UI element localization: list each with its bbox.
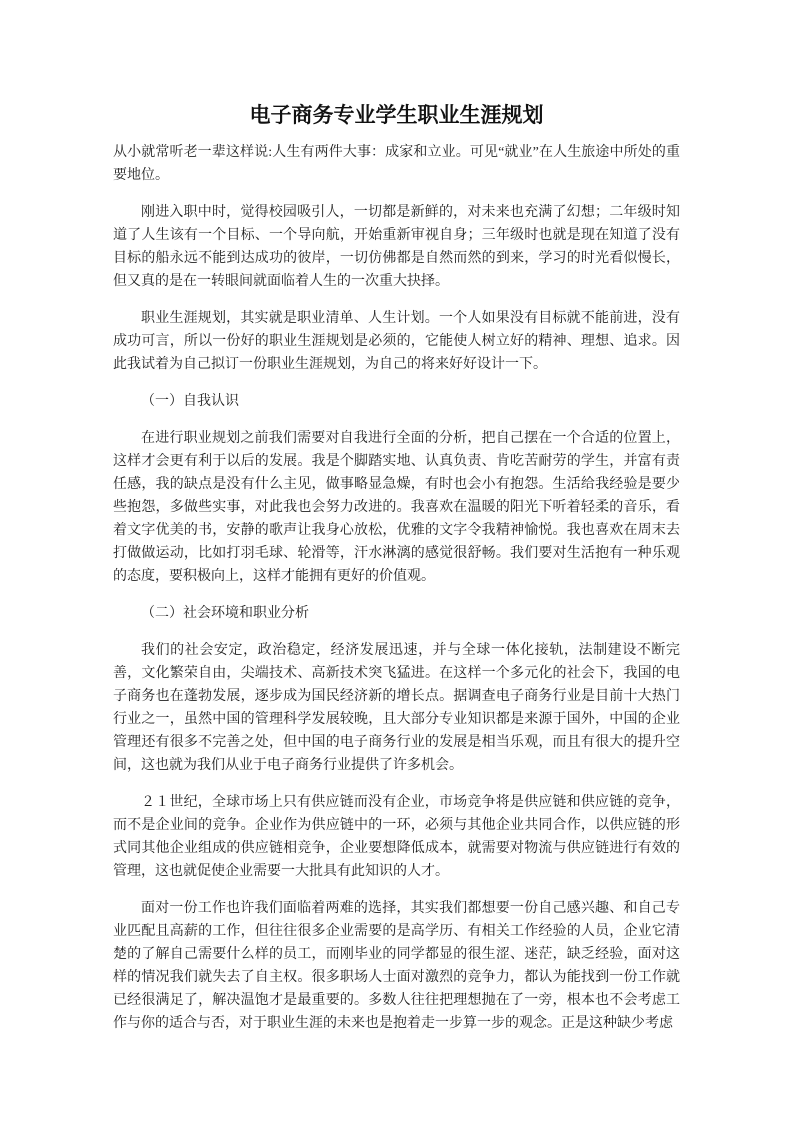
section-heading-self-awareness: （一）自我认识 (141, 394, 239, 409)
environment-paragraph-2: ２１世纪，全球市场上只有供应链而没有企业，市场竞争将是供应链和供应链的竞争，而不是企业间的竞争。企业作为供应链中的一环，必须与其他企业共同合作，以供应链的形式同其他企业组成的供应链相竞争，企业要想降低成本，就需要对物流与供应链进行有效的管理，这也就促使企业需要一大批具有此知识的人才。 (113, 795, 680, 879)
self-awareness-paragraph: 在进行职业规划之前我们需要对自我进行全面的分析，把自己摆在一个合适的位置上，这样才会更有利于以后的发展。我是个脚踏实地、认真负责、肯吃苦耐劳的学生，并富有责任感，我的缺点是没有什么主见，做事略显急燥，有时也会小有抱怨。生活给我经验是要少些抱怨，多做些实事，对此我也会努力改进的。我喜欢在温暖的阳光下听着轻柔的音乐，看着文字优美的书，安静的歌声让我身心放松，优雅的文字令我精神愉悦。我也喜欢在周末去打做做运动，比如打羽毛球、轮滑等，汗水淋漓的感觉很舒畅。我们要对生活抱有一种乐观的态度，要积极向上，这样才能拥有更好的价值观。 (113, 431, 680, 584)
intro-paragraph: 从小就常听老一辈这样说:人生有两件大事：成家和立业。可见“就业”在人生旅途中所处的重要地位。 (113, 145, 680, 183)
document-title: 电子商务专业学生职业生涯规划 (249, 103, 544, 127)
preface-paragraph-2: 职业生涯规划，其实就是职业清单、人生计划。一个人如果没有目标就不能前进，没有成功可言，所以一份好的职业生涯规划是必须的，它能使人树立好的精神、理想、追求。因此我试着为自己拟订一份职业生涯规划，为自己的将来好好设计一下。 (113, 311, 680, 372)
environment-paragraph-1: 我们的社会安定，政治稳定，经济发展迅速，并与全球一体化接轨，法制建设不断完善，文化繁荣自由，尖端技术、高新技术突飞猛进。在这样一个多元化的社会下，我国的电子商务也在蓬勃发展，逐步成为国民经济新的增长点。据调查电子商务行业是目前十大热门行业之一，虽然中国的管理科学发展较晚，且大部分专业知识都是来源于国外，中国的企业管理还有很多不完善之处，但中国的电子商务行业的发展是相当乐观，而且有很大的提升空间，这也就为我们从业于电子商务行业提供了许多机会。 (113, 643, 680, 773)
preface-paragraph-1: 刚进入职中时，觉得校园吸引人，一切都是新鲜的，对未来也充满了幻想；二年级时知道了人生该有一个目标、一个导向航，开始重新审视自身；三年级时也就是现在知道了没有目标的船永远不能到达成功的彼岸，一切仿佛都是自然而然的到来，学习的时光看似慢长，但又真的是在一转眼间就面临着人生的一次重大抉择。 (113, 205, 680, 289)
environment-paragraph-3: 面对一份工作也许我们面临着两难的选择，其实我们都想要一份自己感兴趣、和自己专业匹配且高薪的工作，但往往很多企业需要的是高学历、有相关工作经验的人员，企业它清楚的了解自己需要什么样的员工，而刚毕业的同学都显的很生涩、迷茫，缺乏经验，面对这样的情况我们就失去了自主权。很多职场人士面对激烈的竞争力，都认为能找到一份工作就已经很满足了，解决温饱才是最重要的。多数人往往把理想抛在了一旁，根本也不会考虑工作与你的适合与否，对于职业生涯的未来也是抱着走一步算一步的观念。正是这种缺少考虑 (113, 901, 680, 1031)
section-heading-environment: （二）社会环境和职业分析 (141, 606, 309, 621)
